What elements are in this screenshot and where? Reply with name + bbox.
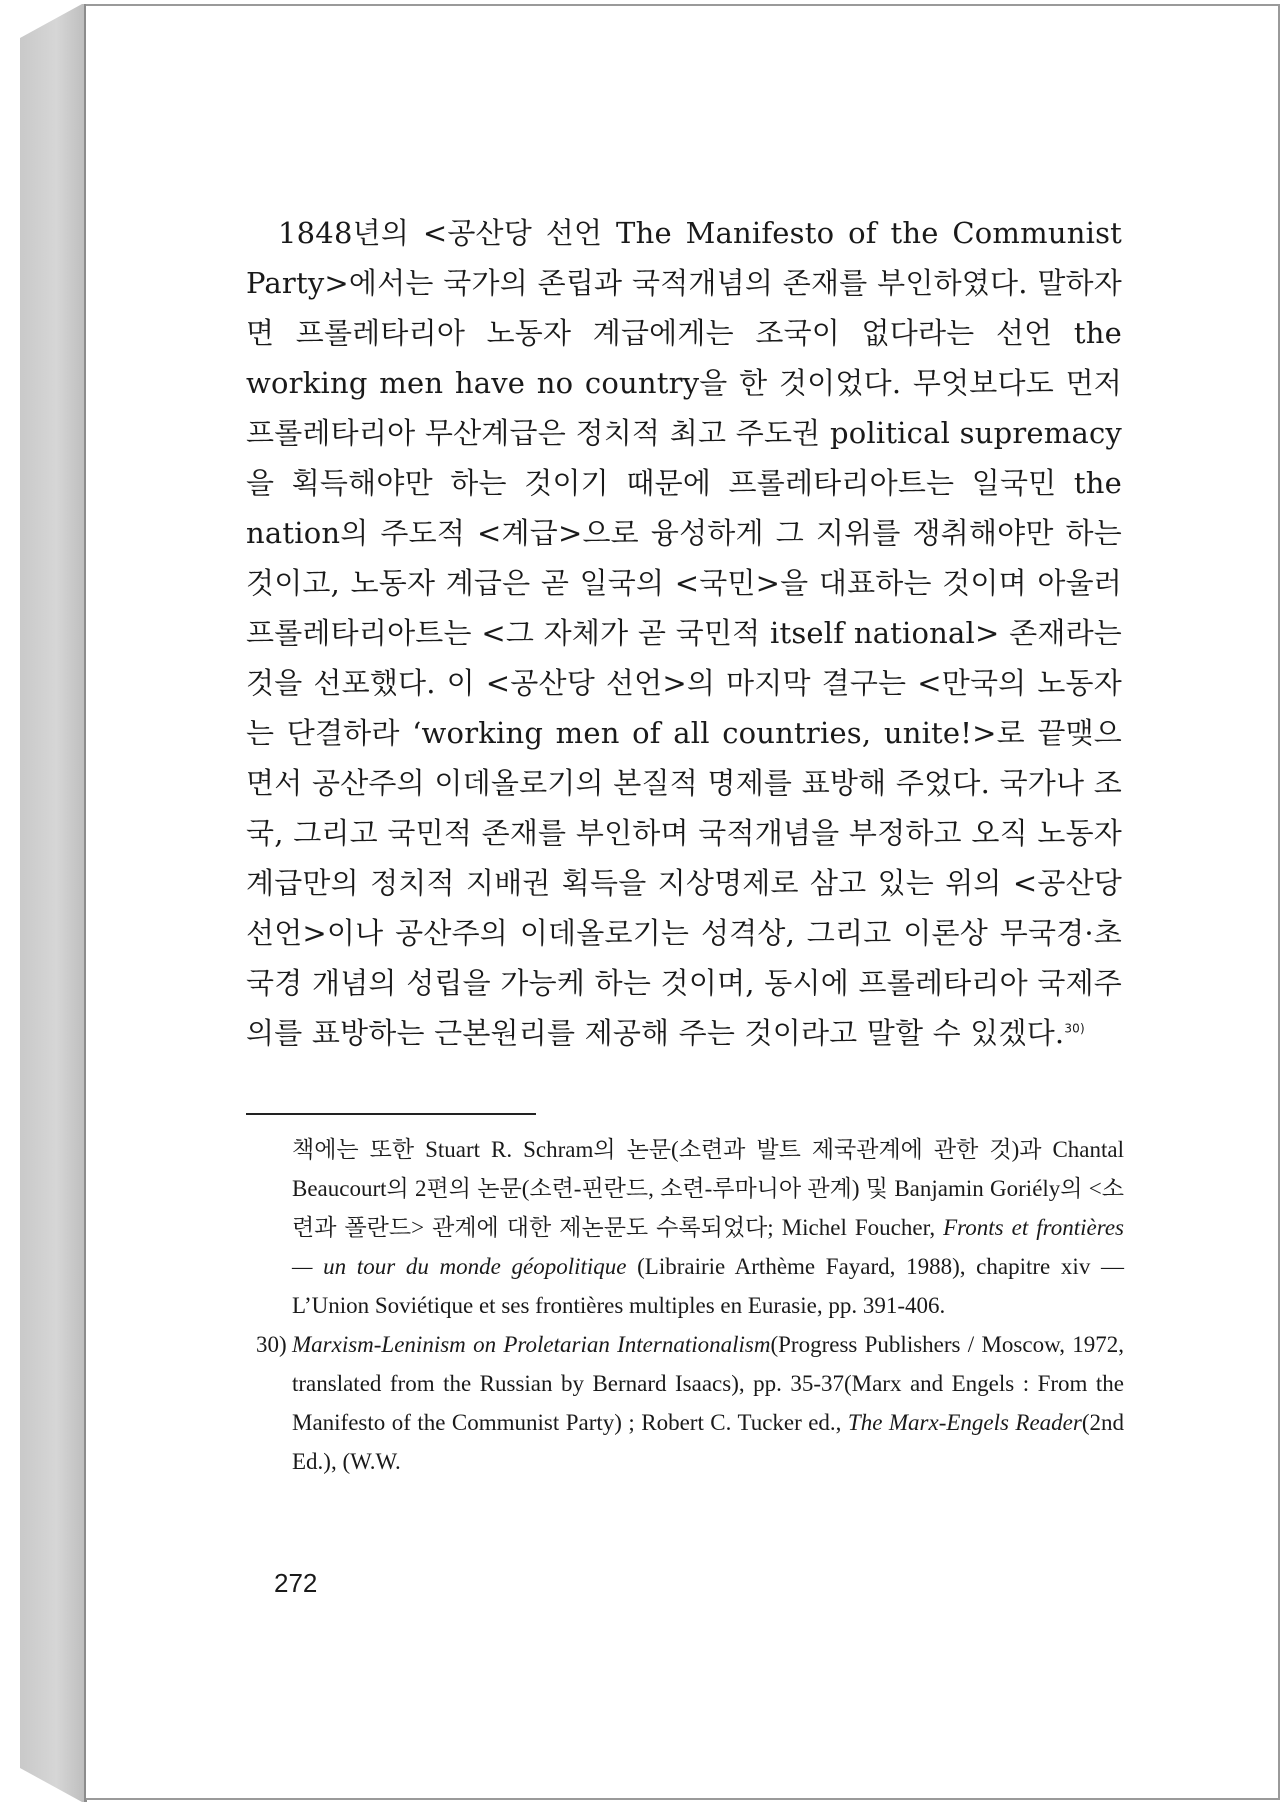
footnote-30-number: 30) [256, 1332, 287, 1357]
footnote-continued [258, 1130, 1124, 1325]
body-paragraph [246, 208, 1122, 1058]
page-number: 272 [274, 1568, 318, 1598]
book-edge [20, 4, 86, 1802]
body-paragraph-text: 1848년의 <공산당 선언 The Manifesto of the Communist Party>에서는 국가의 존립과 국적개념의 존재를 부인하였다. 말하자면 프롤레타리아 노동자 계급에게는 조국이 없다라는 선언 the working men have no country을 한 것이었다. 무엇보다도 먼저 프롤레타리아 무산계급은 정치적 최고 주도권 political supremacy을 획득해야만 하는 것이기 때문에 프롤레타리아트는 일국민 the nation의 주도적 <계급>으로 융성하게 그 지위를 쟁취해야만 하는 것이고, 노동자 계급은 곧 일국의 <국민>을 대표하는 것이며 아울러 프롤레타리아트는 <그 자체가 곧 국민적 itself national> 존재라는 것을 선포했다. 이 <공산당 선언>의 마지막 결구는 <만국의 노동자는 단결하라 ‘working men of all countries, unite!>로 끝맺으면서 공산주의 이데올로기의 본질적 명제를 표방해 주었다. 국가나 조국, 그리고 국민적 존재를 부인하며 국적개념을 부정하고 오직 노동자 계급만의 정치적 지배권 획득을 지상명제로 삼고 있는 위의 <공산당 선언>이나 공산주의 이데올로기는 성격상, 그리고 이론상 무국경·초국경 개념의 성립을 가능케 하는 것이며, 동시에 프롤레타리아 국제주의를 표방하는 근본원리를 제공해 주는 것이라고 말할 수 있겠다. [246, 216, 1122, 1050]
footnote-30 [258, 1325, 1124, 1481]
footnote-continued-text-end: (Librairie Arthème Fayard, 1988), chapitre xiv — L’Union Soviétique et ses frontières multiples en Eurasie, pp. 391-406. [292, 1254, 1124, 1318]
footnotes [258, 1130, 1124, 1481]
footnote-30-text: (Progress Publishers / Moscow, 1972, translated from the Russian by Bernard Isaacs), pp. 35-37(Marx and Engels : From the Manifesto of the Communist Party) ; Robert C. Tucker ed., [292, 1332, 1124, 1435]
footnote-30-italic-title-2: The Marx-Engels Reader [847, 1410, 1082, 1435]
footnote-reference: 30) [1064, 1021, 1085, 1036]
footnote-divider [246, 1113, 536, 1115]
footnote-30-text-end: (2nd Ed.), (W.W. [292, 1410, 1124, 1474]
footnote-continued-italic-title: Fronts et frontières — un tour du monde géopolitique [292, 1215, 1124, 1279]
footnote-30-italic-title: Marxism-Leninism on Proletarian Internationalism [292, 1332, 771, 1357]
footnote-continued-text: 책에는 또한 Stuart R. Schram의 논문(소련과 발트 제국관계에 관한 것)과 Chantal Beaucourt의 2편의 논문(소련-핀란드, 소련-루마니아 관계) 및 Banjamin Goriély의 <소련과 폴란드> 관계에 대한 제논문도 수록되었다; Michel Foucher, [292, 1137, 1124, 1240]
